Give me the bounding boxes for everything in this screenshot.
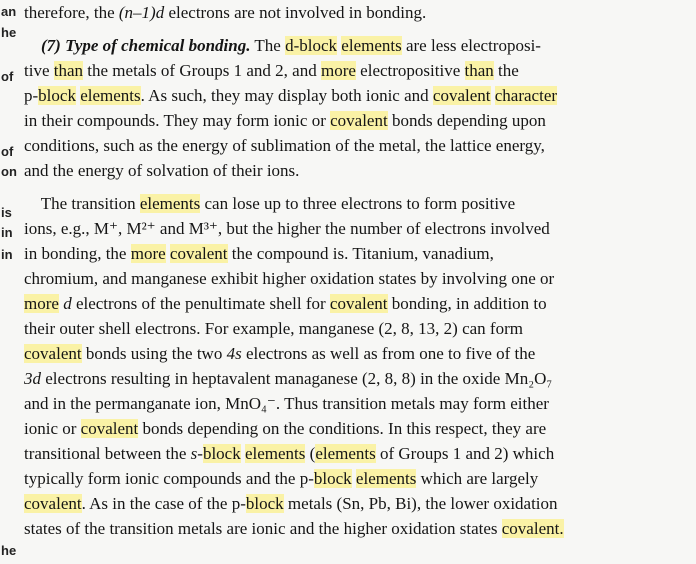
margin-fragment: is <box>1 205 12 220</box>
highlighted-word: block <box>313 469 352 488</box>
text-run: which are largely <box>416 469 539 488</box>
highlighted-word: more <box>130 244 166 263</box>
text-run: metals (Sn, Pb, Bi), the lower oxidation <box>283 494 558 513</box>
text-run: states of the transition metals are ionic and the higher oxidation states <box>24 519 502 538</box>
text-run: typically form ionic compounds and the p- <box>24 469 314 488</box>
text-run: are less electroposi- <box>401 36 541 55</box>
text-run: their outer shell electrons. For example, manganese (2, 8, 13, 2) can form <box>24 319 523 338</box>
text-line <box>24 85 662 107</box>
text-line <box>24 393 662 415</box>
text-run: . As such, they may display both ionic and <box>140 86 433 105</box>
text-run: s <box>190 444 198 463</box>
highlighted-word: covalent <box>329 294 388 313</box>
highlighted-word: covalent <box>24 344 82 363</box>
text-run: p- <box>24 86 39 105</box>
margin-fragment: of <box>1 144 14 159</box>
text-run: bonding, in addition to <box>387 294 547 313</box>
margin-fragment: on <box>1 164 17 179</box>
text-run: and the energy of solvation of their ions. <box>24 161 300 180</box>
highlighted-word: block <box>38 86 76 105</box>
text-run: can lose up to three electrons to form positive <box>200 194 516 213</box>
text-run: chromium, and manganese exhibit higher oxidation states by involving one or <box>24 269 555 288</box>
highlighted-word: covalent <box>432 86 491 105</box>
text-run: conditions, such as the energy of sublimation of the metal, the lattice energy, <box>24 136 545 155</box>
highlighted-word: elements <box>244 444 306 463</box>
highlighted-word: d-block <box>285 36 338 55</box>
text-run: transitional between the <box>24 444 191 463</box>
text-line <box>24 368 662 390</box>
text-run: electrons resulting in heptavalent managanese (2, 8, 8) in the oxide Mn₂O₇ <box>41 369 553 388</box>
text-line <box>24 218 662 240</box>
margin-fragment: he <box>1 543 17 558</box>
text-run: tive <box>24 61 54 80</box>
highlighted-word: block <box>202 444 241 463</box>
highlighted-word: covalent <box>169 244 228 263</box>
text-run: The <box>250 36 286 55</box>
text-run: ( <box>305 444 316 463</box>
text-run: and in the permanganate ion, MnO₄⁻. Thus transition metals may form either <box>24 394 549 413</box>
highlighted-word: elements <box>80 86 141 105</box>
text-run: The transition <box>24 194 140 213</box>
highlighted-word: elements <box>139 194 201 213</box>
text-run: in their compounds. They may form ionic or <box>24 111 331 130</box>
highlighted-word: more <box>24 294 59 313</box>
text-line <box>24 160 662 182</box>
text-line <box>24 60 662 82</box>
text-run: bonds using the two <box>81 344 227 363</box>
text-run: bonds depending upon <box>387 111 546 130</box>
text-run: electrons of the penultimate shell for <box>71 294 330 313</box>
highlighted-word: elements <box>355 469 417 488</box>
text-line <box>24 2 662 24</box>
highlighted-word: than <box>464 61 494 80</box>
highlighted-word: than <box>53 61 84 80</box>
text-run: - <box>197 444 203 463</box>
text-run: the compound is. Titanium, vanadium, <box>227 244 494 263</box>
text-line <box>24 493 662 515</box>
text-line <box>24 35 662 57</box>
text-line <box>24 193 662 215</box>
text-run: 4s <box>226 344 242 363</box>
text-run: therefore, the <box>24 3 119 22</box>
text-run: the metals of Groups 1 and 2, and <box>83 61 321 80</box>
highlighted-word: covalent. <box>501 519 564 538</box>
text-run: electropositive <box>355 61 465 80</box>
highlighted-word: character <box>494 86 558 105</box>
text-run <box>24 36 41 55</box>
highlighted-word: covalent <box>330 111 388 130</box>
margin-fragment: of <box>1 69 14 84</box>
text-run: ionic or <box>24 419 81 438</box>
text-run: electrons are not involved in bonding. <box>164 3 427 22</box>
text-run: the <box>493 61 519 80</box>
text-line <box>24 343 662 365</box>
text-run: of Groups 1 and 2) which <box>375 444 555 463</box>
text-line <box>24 110 662 132</box>
margin-fragment: an <box>1 4 17 19</box>
text-line <box>24 318 662 340</box>
text-line <box>24 518 662 540</box>
text-line <box>24 293 662 315</box>
text-run: (7) Type of chemical bonding. <box>41 36 251 55</box>
text-run: in bonding, the <box>24 244 131 263</box>
text-line <box>24 418 662 440</box>
text-run: ions, e.g., M⁺, M²⁺ and M³⁺, but the higher the number of electrons involved <box>24 219 550 238</box>
text-run: . As in the case of the p- <box>81 494 246 513</box>
highlighted-word: elements <box>315 444 376 463</box>
margin-fragment: he <box>1 25 17 40</box>
text-run: d <box>63 294 72 313</box>
text-run: electrons as well as from one to five of the <box>241 344 536 363</box>
highlighted-word: elements <box>341 36 402 55</box>
text-run: 3d <box>24 369 41 388</box>
margin-fragment: in <box>1 247 13 262</box>
text-run: bonds depending on the conditions. In this respect, they are <box>138 419 547 438</box>
margin-fragment: in <box>1 225 13 240</box>
highlighted-word: block <box>245 494 284 513</box>
text-line <box>24 468 662 490</box>
highlighted-word: covalent <box>80 419 139 438</box>
text-line <box>24 243 662 265</box>
highlighted-word: more <box>320 61 356 80</box>
text-run: (n–1)d <box>118 3 165 22</box>
text-line <box>24 268 662 290</box>
text-line <box>24 443 662 465</box>
highlighted-word: covalent <box>24 494 82 513</box>
text-line <box>24 135 662 157</box>
